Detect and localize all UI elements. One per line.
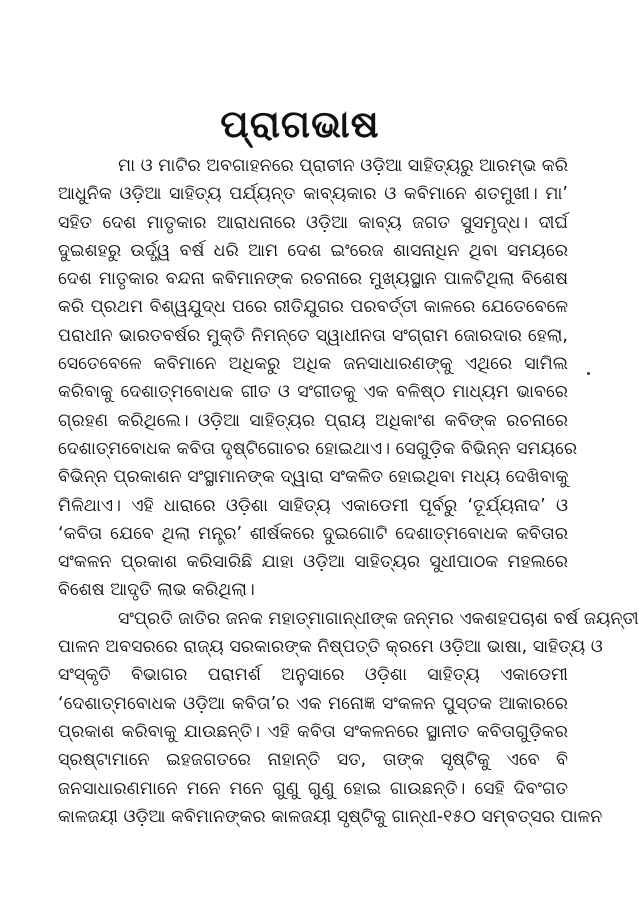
paragraph-1 — [58, 152, 578, 605]
text-line: ସେତେବେଳେ କବିମାନେ ଅଧିକରୁ ଅଧିକ ଜନସାଧାରଣଙ୍କୁ ଏଥିରେ ସାମିଲ — [58, 354, 568, 375]
text-line: କରି ପ୍ରଥମ ବିଶ୍ୱଯୁଦ୍ଧ ପରେ ରୀତିଯୁଗର ପରବର୍ତ୍ତୀ କାଳରେ ଯେତେବେଳେ — [58, 297, 568, 318]
text-line: ‘କବିତା ଯେବେ ଥିଲା ମନ୍ତ୍ର’ ଶୀର୍ଷକରେ ଦୁଇଗୋଟି ଦେଶାତ୍ମବୋଧକ କବିତାର — [58, 523, 568, 544]
text-line: ‘ଦେଶାତ୍ମବୋଧକ ଓଡ଼ିଆ କବିତା’ର ଏକ ମନୋଜ୍ଞ ସଂକଳନ ପୁସ୍ତକ ଆକାରରେ — [58, 693, 568, 714]
text-line: ଗ୍ରହଣ କରିଥିଲେ। ଓଡ଼ିଆ ସାହିତ୍ୟର ପ୍ରାୟ ଅଧିକାଂଶ କବିଙ୍କ ରଚନାରେ — [58, 410, 568, 431]
text-line: କରିବାକୁ ଦେଶାତ୍ମବୋଧକ ଗୀତ ଓ ସଂଗୀତକୁ ଏକ ବଳିଷ୍ଠ ମାଧ୍ୟମ ଭାବରେ — [58, 382, 568, 403]
text-line: ଦେଶାତ୍ମବୋଧକ କବିତା ଦୃଷ୍ଟିଗୋଚର ହୋଇଥାଏ। ସେଗୁଡ଼ିକ ବିଭିନ୍ନ ସମୟରେ — [58, 438, 578, 459]
text-line: ସଂସ୍କୃତି ବିଭାଗର ପରାମର୍ଶ ଅନୁସାରେ ଓଡ଼ିଶା ସାହିତ୍ୟ ଏକାଡେମୀ — [58, 665, 568, 686]
text-line: ସହିତ ଦେଶ ମାତୃକାର ଆରାଧନାରେ ଓଡ଼ିଆ କାବ୍ୟ ଜଗତ ସୁସମୃଦ୍ଧ। ଦୀର୍ଘ — [58, 212, 568, 233]
text-line: ସଂପ୍ରତି ଜାତିର ଜନକ ମହାତ୍ମାଗାନ୍ଧୀଙ୍କ ଜନ୍ମର ଏକଶହପଚାଶ ବର୍ଷ ଜୟନ୍ତୀ — [118, 608, 639, 629]
text-line: ପାଳନ ଅବସରରେ ରାଜ୍ୟ ସରକାରଙ୍କ ନିଷ୍ପତ୍ତି କ୍ରମେ ଓଡ଼ିଆ ଭାଷା, ସାହିତ୍ୟ ଓ — [58, 637, 603, 658]
text-line: କାଳଜୟୀ ଓଡ଼ିଆ କବିମାନଙ୍କର କାଳଜୟୀ ସୃଷ୍ଟିକୁ ଗାନ୍ଧୀ-୧୫୦ ସମ୍ବତ୍ସର ପାଳନ — [58, 806, 603, 827]
text-line: ପରାଧୀନ ଭାରତବର୍ଷର ମୁକ୍ତି ନିମନ୍ତେ ସ୍ୱାଧୀନତା ସଂଗ୍ରାମ ଜୋରଦାର ହେଲା, — [58, 325, 568, 346]
text-line: ମା ଓ ମାଟିର ଅବଗାହନରେ ପ୍ରାଚୀନ ଓଡ଼ିଆ ସାହିତ୍ୟରୁ ଆରମ୍ଭ କରି — [118, 156, 568, 176]
paragraph-2 — [58, 605, 639, 831]
document-body — [58, 152, 639, 831]
margin-dot — [587, 372, 590, 375]
text-line: ସ୍ରଷ୍ଟାମାନେ ଇହଜଗତରେ ନାହାନ୍ତି ସତ, ତାଙ୍କ ସୃଷ୍ଟିକୁ ଏବେ ବି — [58, 750, 568, 771]
text-line: ଜନସାଧାରଣମାନେ ମନେ ମନେ ଗୁଣୁ ଗୁଣୁ ହୋଇ ଗାଉଛନ୍ତି। ସେହି ଦିବଂଗତ — [58, 778, 568, 799]
text-line: ବିଶେଷ ଆଦୃତି ଲାଭ କରିଥିଲା। — [58, 580, 255, 601]
page-title: ପ୍ରାଗଭାଷ — [220, 102, 380, 146]
text-line: ସଂକଳନ ପ୍ରକାଶ କରିସାରିଛି ଯାହା ଓଡ଼ିଆ ସାହିତ୍ୟର ସୁଧୀପାଠକ ମହଲରେ — [58, 552, 568, 573]
text-line: ବିଭିନ୍ନ ପ୍ରକାଶନ ସଂସ୍ଥାମାନଙ୍କ ଦ୍ୱାରା ସଂକଳିତ ହୋଇଥିବା ମଧ୍ୟ ଦେଖିବାକୁ — [58, 467, 569, 488]
text-line: ଦେଶ ମାତୃକାର ବନ୍ଦନା କବିମାନଙ୍କ ରଚନାରେ ମୁଖ୍ୟସ୍ଥାନ ପାଳଟିଥିଲା ବିଶେଷ — [58, 269, 568, 290]
text-line: ପ୍ରକାଶ କରିବାକୁ ଯାଉଛନ୍ତି। ଏହି କବିତା ସଂକଳନରେ ସ୍ଥାନୀତ କବିତାଗୁଡ଼ିକର — [58, 721, 568, 742]
text-line: ଆଧୁନିକ ଓଡ଼ିଆ ସାହିତ୍ୟ ପର୍ଯ୍ୟନ୍ତ କାବ୍ୟକାର ଓ କବିମାନେ ଶତମୁଖୀ। ମା’ — [58, 184, 568, 205]
text-line: ଦୁଇଶହରୁ ଉର୍ଦ୍ଧ୍ୱ ବର୍ଷ ଧରି ଆମ ଦେଶ ଇଂରେଜ ଶାସନାଧିନ ଥିବା ସମୟରେ — [58, 240, 568, 261]
text-line: ମିଳିଥାଏ। ଏହି ଧାରାରେ ଓଡ଼ିଶା ସାହିତ୍ୟ ଏକାଡେମୀ ପୂର୍ବରୁ ‘ତୂର୍ଯ୍ୟନାଦ’ ଓ — [58, 495, 568, 516]
